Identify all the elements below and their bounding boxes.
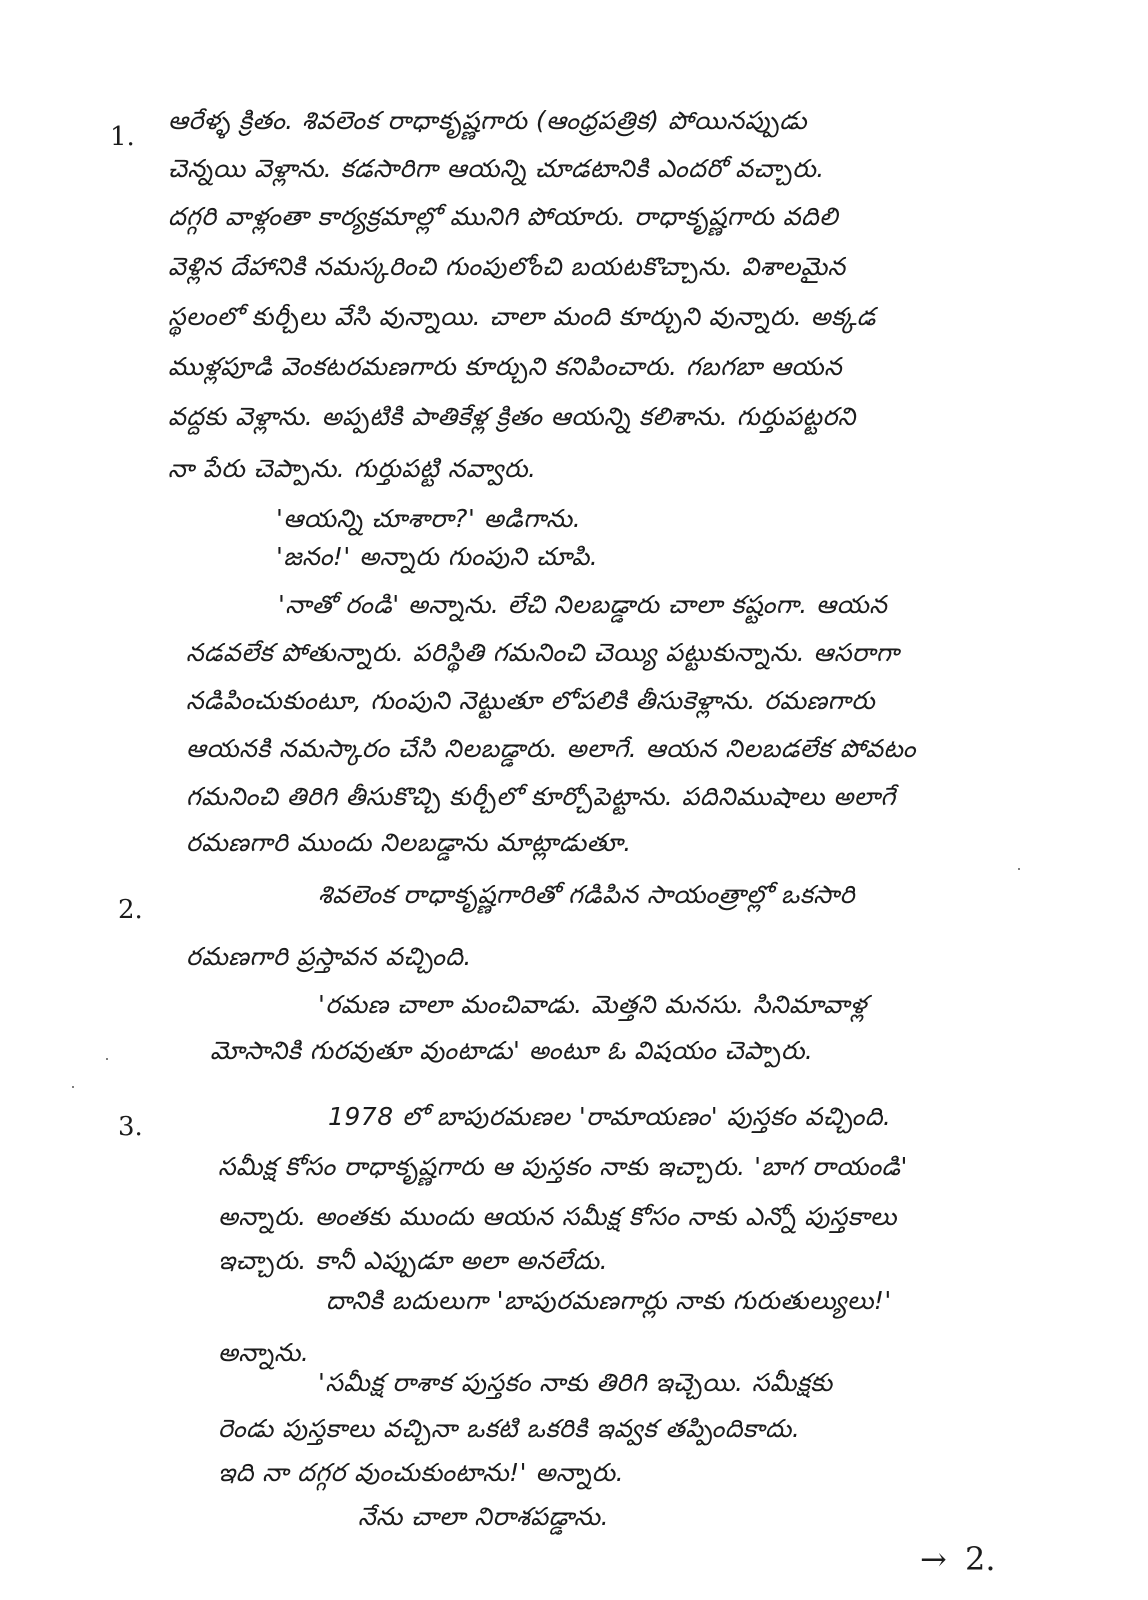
text-line: ఆయనకి నమస్కారం చేసి నిలబడ్డారు. అలాగే. ఆయన నిలబడలేక పోవటం — [186, 734, 916, 763]
text-line: నడిపించుకుంటూ, గుంపుని నెట్టుతూ లోపలికి తీసుకెళ్లాను. రమణగారు — [186, 686, 876, 715]
text-line: స్థలంలో కుర్చీలు వేసి వున్నాయి. చాలా మంది కూర్చుని వున్నారు. అక్కడ — [168, 302, 876, 331]
text-line: ఇచ్చారు. కానీ ఎప్పుడూ అలా అనలేదు. — [218, 1246, 609, 1275]
text-line: 'సమీక్ష రాశాక పుస్తకం నాకు తిరిగి ఇచ్చెయి. సమీక్షకు — [318, 1368, 833, 1397]
text-line: ముళ్లపూడి వెంకటరమణగారు కూర్చుని కనిపించారు. గబగబా ఆయన — [168, 352, 843, 381]
text-line: వద్దకు వెళ్లాను. అప్పటికి పాతికేళ్ల క్రితం ఆయన్ని కలిశాను. గుర్తుపట్టరని — [168, 402, 856, 431]
text-line: రెండు పుస్తకాలు వచ్చినా ఒకటి ఒకరికి ఇవ్వక తప్పిందికాదు. — [218, 1414, 801, 1443]
section-number: 2. — [118, 895, 143, 925]
page-marker — [920, 1540, 996, 1578]
arrow-icon: → — [920, 1540, 947, 1578]
text-line: నా పేరు చెప్పాను. గుర్తుపట్టి నవ్వారు. — [168, 454, 537, 483]
text-line: సమీక్ష కోసం రాధాకృష్ణగారు ఆ పుస్తకం నాకు ఇచ్చారు. 'బాగ రాయండి' — [218, 1152, 908, 1181]
text-line: 'ఆయన్ని చూశారా?' అడిగాను. — [276, 504, 582, 533]
section-number: 1. — [110, 122, 135, 152]
text-line: 1978 లో బాపురమణల 'రామాయణం' పుస్తకం వచ్చింది. — [328, 1102, 892, 1131]
text-line: మోసానికి గురవుతూ వుంటాడు' అంటూ ఓ విషయం చెప్పారు. — [210, 1036, 814, 1065]
text-line: వెళ్లిన దేహానికి నమస్కరించి గుంపులోంచి బయటకొచ్చాను. విశాలమైన — [168, 252, 846, 281]
text-line: గమనించి తిరిగి తీసుకొచ్చి కుర్చీలో కూర్చోపెట్టాను. పదినిముషాలు అలాగే — [186, 782, 896, 811]
text-line: అన్నాను. — [218, 1338, 310, 1367]
text-line: నేను చాలా నిరాశపడ్డాను. — [358, 1502, 610, 1531]
section-number: 3. — [118, 1112, 143, 1142]
page-number: 2. — [964, 1540, 996, 1578]
text-line: నడవలేక పోతున్నారు. పరిస్థితి గమనించి చెయ్యి పట్టుకున్నాను. ఆసరాగా — [186, 638, 900, 667]
text-line: దానికి బదులుగా 'బాపురమణగార్లు నాకు గురుతుల్యులు!' — [326, 1286, 892, 1315]
text-line: దగ్గరి వాళ్లంతా కార్యక్రమాల్లో మునిగి పోయారు. రాధాకృష్ణగారు వదిలి — [168, 202, 839, 231]
scan-speck — [1018, 868, 1020, 870]
text-line: 'జనం!' అన్నారు గుంపుని చూపి. — [276, 542, 599, 571]
text-line: 'నాతో రండి' అన్నాను. లేచి నిలబడ్డారు చాలా కష్టంగా. ఆయన — [278, 590, 888, 619]
text-line: అన్నారు. అంతకు ముందు ఆయన సమీక్ష కోసం నాకు ఎన్నో పుస్తకాలు — [218, 1202, 897, 1231]
text-line: 'రమణ చాలా మంచివాడు. మెత్తని మనసు. సినిమావాళ్ల — [318, 990, 867, 1019]
scan-speck — [106, 1058, 108, 1060]
text-line: ఇది నా దగ్గర వుంచుకుంటాను!' అన్నారు. — [218, 1458, 625, 1487]
scan-speck — [72, 1086, 74, 1088]
text-line: శివలెంక రాధాకృష్ణగారితో గడిపిన సాయంత్రాల్లో ఒకసారి — [318, 880, 855, 909]
text-line: రమణగారి ప్రస్తావన వచ్చింది. — [186, 942, 472, 971]
text-line: ఆరేళ్ళ క్రితం. శివలెంక రాధాకృష్ణగారు (ఆంధ్రపత్రిక) పోయినప్పుడు — [168, 106, 808, 135]
text-line: చెన్నయి వెళ్లాను. కడసారిగా ఆయన్ని చూడటానికి ఎందరో వచ్చారు. — [168, 154, 825, 183]
text-line: రమణగారి ముందు నిలబడ్డాను మాట్లాడుతూ. — [186, 828, 632, 857]
